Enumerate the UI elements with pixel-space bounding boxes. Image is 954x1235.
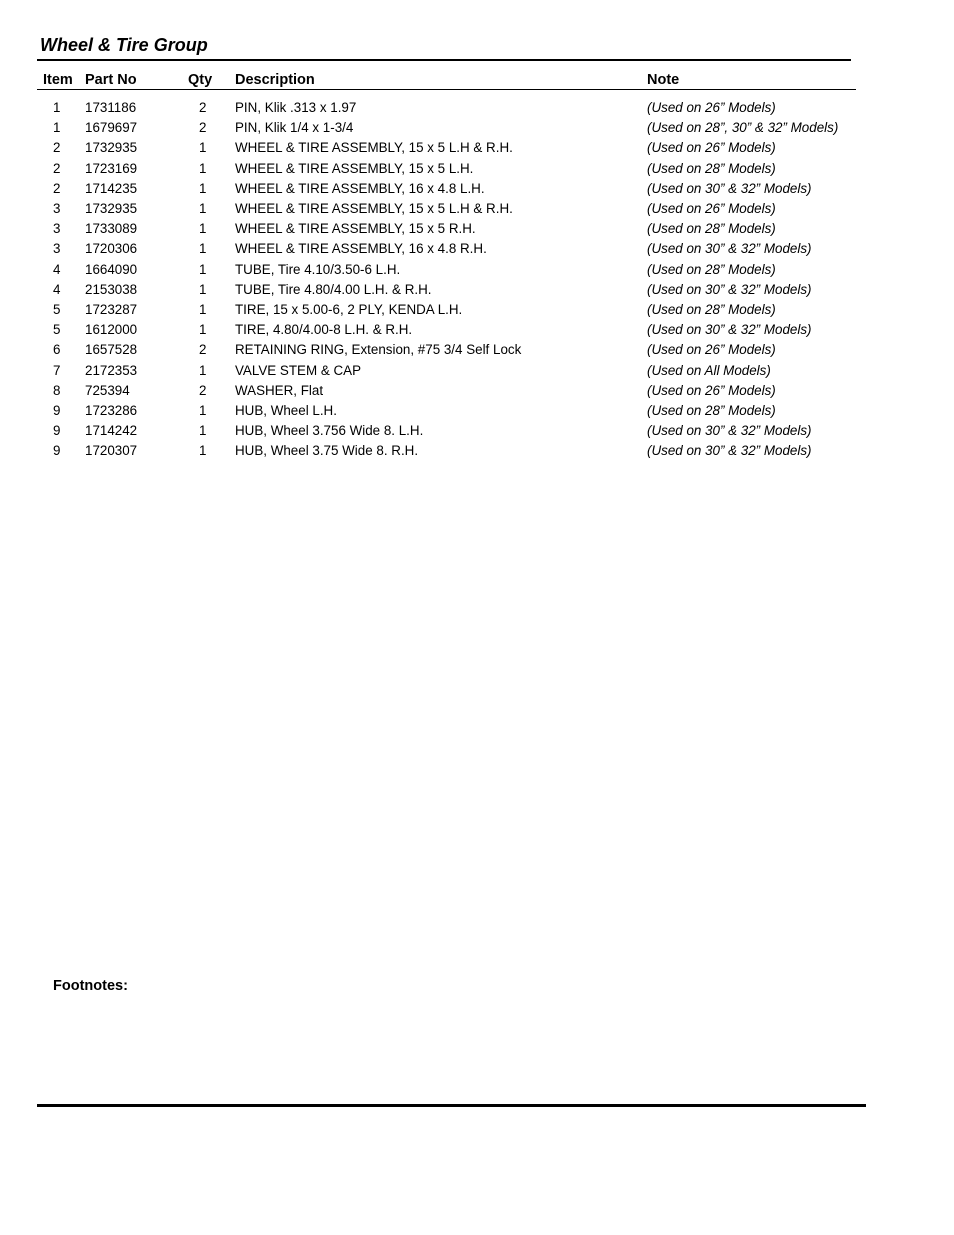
cell-description: TIRE, 4.80/4.00-8 L.H. & R.H. [235, 322, 413, 338]
cell-item: 3 [53, 241, 61, 257]
cell-description: PIN, Klik .313 x 1.97 [235, 100, 357, 115]
cell-note: (Used on 26” Models) [647, 382, 776, 398]
cell-item: 4 [53, 261, 61, 277]
cell-item: 6 [53, 342, 61, 358]
cell-description: WHEEL & TIRE ASSEMBLY, 15 x 5 R.H. [235, 221, 476, 237]
cell-part-no: 1720306 [85, 241, 138, 257]
cell-part-no: 1657528 [85, 342, 138, 358]
cell-qty: 1 [199, 362, 207, 378]
title-divider [37, 59, 851, 61]
cell-part-no: 1612000 [85, 322, 138, 338]
cell-note: (Used on 30” & 32” Models) [647, 322, 812, 338]
table-row [37, 118, 856, 138]
cell-note: (Used on 28” Models) [647, 160, 776, 176]
cell-description: TUBE, Tire 4.10/3.50-6 L.H. [235, 261, 401, 277]
cell-qty: 2 [199, 382, 207, 398]
cell-item: 2 [53, 160, 61, 176]
cell-description: WHEEL & TIRE ASSEMBLY, 16 x 4.8 L.H. [235, 180, 485, 196]
cell-description: WASHER, Flat [235, 382, 324, 398]
cell-part-no: 1723287 [85, 302, 138, 318]
footnotes-label: Footnotes: [53, 978, 128, 994]
cell-part-no: 1714235 [85, 180, 138, 196]
cell-note: (Used on 30” & 32” Models) [647, 180, 812, 196]
table-row [37, 199, 856, 219]
cell-part-no: 2153038 [85, 281, 138, 297]
table-row [37, 239, 856, 259]
cell-description: WHEEL & TIRE ASSEMBLY, 16 x 4.8 R.H. [235, 241, 487, 257]
cell-qty: 1 [199, 201, 207, 217]
cell-qty: 2 [199, 100, 207, 115]
cell-qty: 1 [199, 281, 207, 297]
cell-item: 9 [53, 443, 61, 459]
cell-note: (Used on 30” & 32” Models) [647, 281, 812, 297]
table-row [37, 159, 856, 179]
cell-description: TUBE, Tire 4.80/4.00 L.H. & R.H. [235, 281, 432, 297]
cell-part-no: 1733089 [85, 221, 138, 237]
cell-note: (Used on 26” Models) [647, 201, 776, 217]
cell-qty: 1 [199, 403, 207, 419]
table-row [37, 320, 856, 340]
cell-description: WHEEL & TIRE ASSEMBLY, 15 x 5 L.H & R.H. [235, 201, 513, 217]
cell-part-no: 1664090 [85, 261, 138, 277]
cell-description: HUB, Wheel 3.75 Wide 8. R.H. [235, 443, 419, 459]
cell-note: (Used on 26” Models) [647, 100, 776, 115]
table-body [37, 90, 856, 462]
header-description: Description [235, 70, 647, 90]
table-row [37, 340, 856, 360]
cell-item: 9 [53, 423, 61, 439]
cell-item: 2 [53, 180, 61, 196]
cell-item: 9 [53, 403, 61, 419]
table-row [37, 280, 856, 300]
cell-part-no: 1714242 [85, 423, 138, 439]
cell-note: (Used on 28” Models) [647, 302, 776, 318]
cell-description: TIRE, 15 x 5.00-6, 2 PLY, KENDA L.H. [235, 302, 463, 318]
header-note: Note [647, 70, 856, 90]
cell-note: (Used on 26” Models) [647, 140, 776, 156]
cell-qty: 1 [199, 241, 207, 257]
cell-item: 5 [53, 322, 61, 338]
cell-part-no: 1679697 [85, 120, 138, 136]
cell-item: 3 [53, 201, 61, 217]
cell-part-no: 1732935 [85, 140, 138, 156]
cell-qty: 1 [199, 443, 207, 459]
parts-table [37, 70, 856, 462]
cell-qty: 2 [199, 120, 207, 136]
cell-item: 1 [53, 120, 61, 136]
cell-item: 8 [53, 382, 61, 398]
table-row [37, 401, 856, 421]
cell-item: 1 [53, 100, 61, 115]
cell-qty: 1 [199, 302, 207, 318]
header-part-no: Part No [85, 70, 177, 90]
cell-note: (Used on 28” Models) [647, 261, 776, 277]
cell-item: 7 [53, 362, 61, 378]
cell-item: 5 [53, 302, 61, 318]
cell-qty: 1 [199, 261, 207, 277]
cell-part-no: 1732935 [85, 201, 138, 217]
table-row [37, 219, 856, 239]
cell-note: (Used on 28” Models) [647, 403, 776, 419]
header-item: Item [37, 70, 85, 90]
cell-note: (Used on 30” & 32” Models) [647, 443, 812, 459]
cell-part-no: 1723286 [85, 403, 138, 419]
cell-qty: 1 [199, 423, 207, 439]
cell-item: 2 [53, 140, 61, 156]
cell-item: 4 [53, 281, 61, 297]
cell-qty: 1 [199, 160, 207, 176]
table-row [37, 138, 856, 158]
cell-note: (Used on 28”, 30” & 32” Models) [647, 120, 839, 136]
cell-note: (Used on 30” & 32” Models) [647, 423, 812, 439]
cell-part-no: 2172353 [85, 362, 138, 378]
table-row [37, 300, 856, 320]
cell-note: (Used on 26” Models) [647, 342, 776, 358]
cell-part-no: 1731186 [85, 100, 137, 115]
cell-qty: 1 [199, 221, 207, 237]
page-title: Wheel & Tire Group [40, 35, 208, 55]
cell-qty: 1 [199, 140, 207, 156]
cell-item: 3 [53, 221, 61, 237]
cell-note: (Used on 30” & 32” Models) [647, 241, 812, 257]
cell-description: HUB, Wheel L.H. [235, 403, 337, 419]
cell-qty: 1 [199, 322, 207, 338]
cell-description: PIN, Klik 1/4 x 1-3/4 [235, 120, 354, 136]
cell-qty: 1 [199, 180, 207, 196]
table-row [37, 381, 856, 401]
cell-description: WHEEL & TIRE ASSEMBLY, 15 x 5 L.H & R.H. [235, 140, 513, 156]
cell-description: HUB, Wheel 3.756 Wide 8. L.H. [235, 423, 424, 439]
table-row [37, 179, 856, 199]
cell-description: WHEEL & TIRE ASSEMBLY, 15 x 5 L.H. [235, 160, 474, 176]
table-row [37, 421, 856, 441]
table-row [37, 90, 856, 119]
table-header-row [37, 70, 856, 90]
cell-description: RETAINING RING, Extension, #75 3/4 Self Lock [235, 342, 522, 358]
cell-description: VALVE STEM & CAP [235, 362, 362, 378]
cell-part-no: 725394 [85, 382, 130, 398]
table-row [37, 260, 856, 280]
table-row [37, 361, 856, 381]
cell-qty: 2 [199, 342, 207, 358]
cell-part-no: 1720307 [85, 443, 138, 459]
table-row [37, 441, 856, 461]
header-qty: Qty [177, 70, 235, 90]
bottom-divider [37, 1104, 866, 1107]
cell-part-no: 1723169 [85, 160, 138, 176]
cell-note: (Used on All Models) [647, 362, 771, 378]
cell-note: (Used on 28” Models) [647, 221, 776, 237]
